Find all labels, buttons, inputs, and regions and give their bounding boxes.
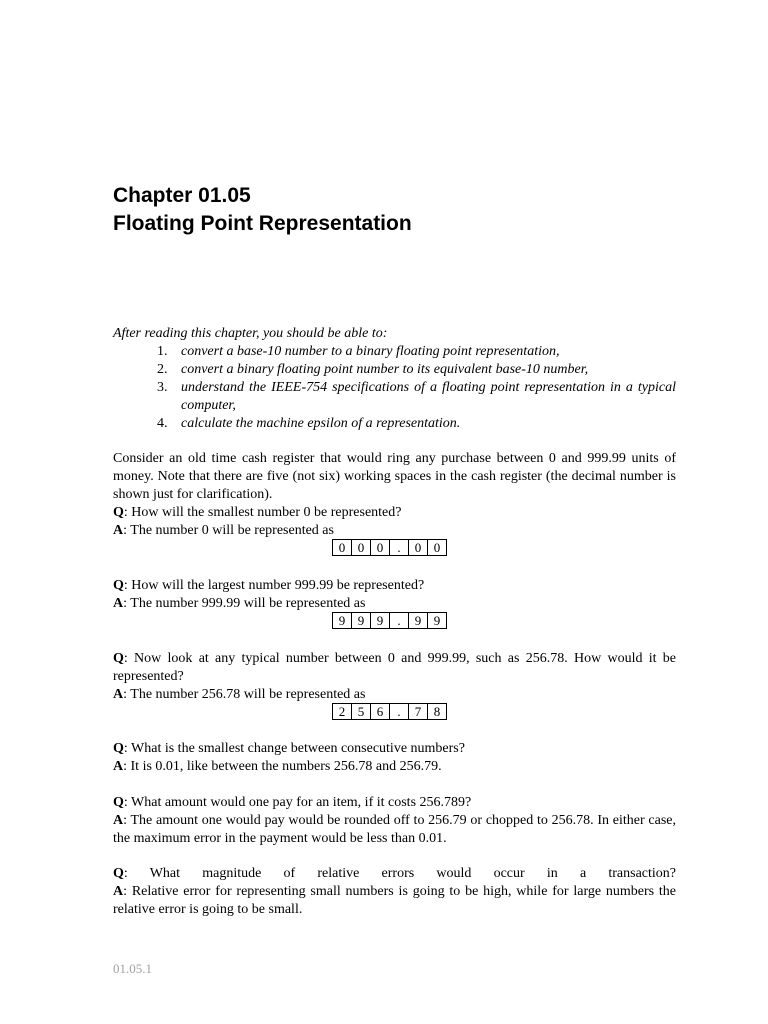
- a-label: A: [113, 884, 124, 899]
- question-6: [113, 865, 676, 919]
- register-cell: 5: [352, 704, 371, 719]
- register-cell: 9: [433, 613, 441, 628]
- objective-number: 3 .: [157, 379, 181, 415]
- register-cell: 0: [409, 540, 428, 555]
- chapter-number: Chapter 01.05: [113, 184, 251, 207]
- register-cell: 8: [433, 704, 441, 719]
- register-cell: 9: [352, 613, 371, 628]
- objective-text: convert a base-10 number to a binary floating point representation,: [181, 344, 560, 359]
- question-3: [113, 650, 676, 704]
- q-label: Q: [113, 741, 124, 756]
- q-label: Q: [113, 651, 124, 666]
- register-display: [332, 703, 447, 720]
- page-number: 01.05.1: [113, 961, 152, 976]
- register-cell: 0: [371, 540, 390, 555]
- question-text: : What amount would one pay for an item, if it costs 256.789?: [123, 795, 472, 810]
- register-cell: 2: [333, 704, 352, 719]
- intro-paragraph: Consider an old time cash register that would ring any purchase between 0 and 999.99 units of money. Note that there are five (not six) working spaces in the cash register (the decimal number is shown just for clarification).: [113, 451, 676, 502]
- question-text: : What is the smallest change between consecutive numbers?: [123, 741, 465, 756]
- objective-number: 1 .: [157, 343, 181, 361]
- question-1: [113, 504, 676, 540]
- register-cell: .: [390, 540, 409, 555]
- objectives-list: [113, 343, 676, 433]
- register-cell: 0: [333, 540, 352, 555]
- chapter-title: Floating Point Representation: [113, 212, 412, 235]
- a-label: A: [113, 523, 124, 538]
- q-label: Q: [113, 866, 124, 881]
- register-cell: .: [390, 704, 409, 719]
- objective-number: 2 .: [157, 361, 181, 379]
- answer-text: : The amount one would pay would be rounded off to 256.79 or chopped to 256.78. In either case, the maximum error in the payment would be less than 0.01.: [113, 813, 676, 846]
- chapter-heading: [113, 182, 412, 238]
- register-display: [332, 539, 447, 556]
- objective-text: calculate the machine epsilon of a representation.: [181, 416, 461, 431]
- objective-text: convert a binary floating point number to its equivalent base-10 number,: [181, 362, 589, 377]
- a-label: A: [113, 596, 124, 611]
- objective-item: [157, 415, 676, 433]
- question-4: [113, 740, 676, 776]
- register-cell: 9: [371, 613, 390, 628]
- q-label: Q: [113, 578, 124, 593]
- question-2: [113, 577, 676, 613]
- a-label: A: [113, 759, 124, 774]
- register-cell: 9: [409, 613, 428, 628]
- question-text: : Now look at any typical number between 0 and 999.99, such as 256.78. How would it be represented?: [113, 651, 676, 684]
- question-5: [113, 794, 676, 848]
- question-text: : What magnitude of relative errors would occur in a transaction?: [123, 866, 676, 881]
- register-cell: 0: [433, 540, 441, 555]
- register-cell: 9: [333, 613, 352, 628]
- objective-item: [157, 361, 676, 379]
- question-text: : How will the largest number 999.99 be represented?: [123, 578, 425, 593]
- question-text: : How will the smallest number 0 be represented?: [123, 505, 402, 520]
- q-label: Q: [113, 795, 124, 810]
- a-label: A: [113, 813, 124, 828]
- register-cell: 0: [352, 540, 371, 555]
- answer-text: : The number 999.99 will be represented as: [123, 596, 366, 611]
- answer-text: : It is 0.01, like between the numbers 256.78 and 256.79.: [123, 759, 442, 774]
- register-cell: .: [390, 613, 409, 628]
- register-display: [332, 612, 447, 629]
- q-label: Q: [113, 505, 124, 520]
- objective-item: [157, 343, 676, 361]
- learning-objectives: [113, 325, 676, 433]
- answer-text: : Relative error for representing small numbers is going to be high, while for large numbers the relative error is going to be small.: [113, 884, 676, 917]
- objectives-intro: After reading this chapter, you should be able to:: [113, 326, 388, 341]
- objective-number: 4 .: [157, 415, 181, 433]
- answer-text: : The number 0 will be represented as: [123, 523, 334, 538]
- objective-text: understand the IEEE-754 specifications of a floating point representation in a typical computer,: [181, 380, 676, 413]
- register-cell: 7: [409, 704, 428, 719]
- answer-text: : The number 256.78 will be represented as: [123, 687, 366, 702]
- register-cell: 6: [371, 704, 390, 719]
- objective-item: [157, 379, 676, 415]
- a-label: A: [113, 687, 124, 702]
